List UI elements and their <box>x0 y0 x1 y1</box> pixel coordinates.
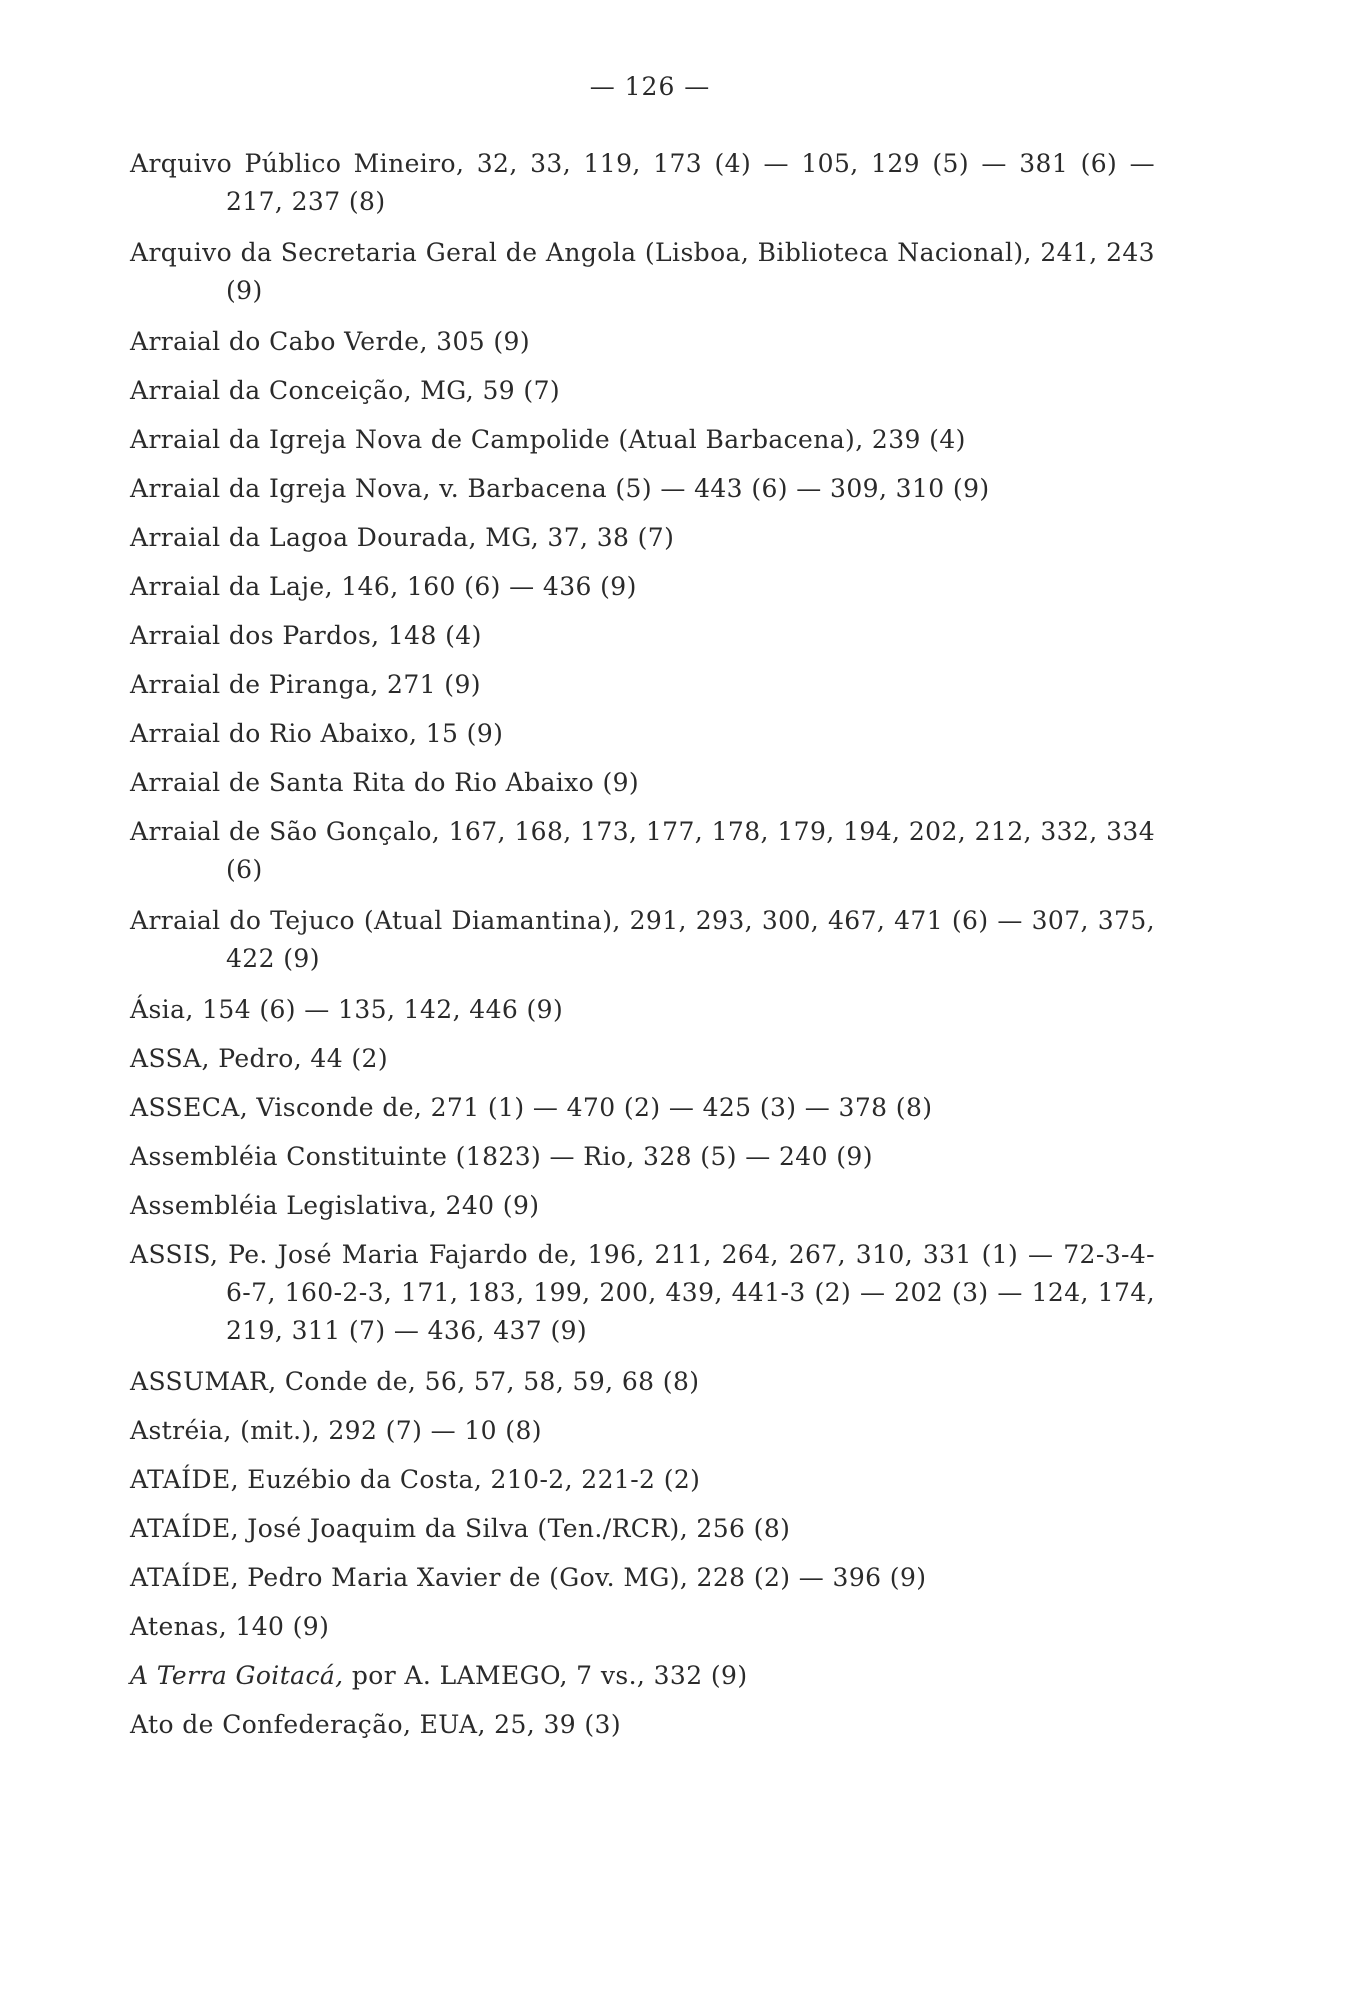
entry-text: Atenas, 140 (9) <box>130 1612 330 1641</box>
index-entry <box>130 764 1155 802</box>
index-entry <box>130 145 1155 221</box>
index-entry <box>130 1236 1155 1350</box>
entry-text: Arraial de São Gonçalo, 167, 168, 173, 177, 178, 179, 194, 202, 212, 332, 334 (6) <box>130 817 1155 884</box>
entry-text: Arraial da Igreja Nova, v. Barbacena (5) — 443 (6) — 309, 310 (9) <box>130 474 990 503</box>
index-list <box>130 145 1155 1755</box>
entry-text: Ásia, 154 (6) — 135, 142, 446 (9) <box>130 995 564 1024</box>
index-entry <box>130 519 1155 557</box>
entry-text: Astréia, (mit.), 292 (7) — 10 (8) <box>130 1416 542 1445</box>
index-entry <box>130 1412 1155 1450</box>
entry-text: Arraial da Laje, 146, 160 (6) — 436 (9) <box>130 572 637 601</box>
index-entry <box>130 323 1155 361</box>
index-entry <box>130 991 1155 1029</box>
entry-text: ASSA, Pedro, 44 (2) <box>130 1044 388 1073</box>
entry-text: Arraial do Cabo Verde, 305 (9) <box>130 327 531 356</box>
entry-text: Arraial de Piranga, 271 (9) <box>130 670 481 699</box>
entry-text: Arquivo Público Mineiro, 32, 33, 119, 173 (4) — 105, 129 (5) — 381 (6) — 217, 237 (8) <box>130 149 1155 216</box>
index-entry <box>130 470 1155 508</box>
entry-text: Arraial da Lagoa Dourada, MG, 37, 38 (7) <box>130 523 675 552</box>
entry-text: ATAÍDE, Pedro Maria Xavier de (Gov. MG), 228 (2) — 396 (9) <box>130 1563 927 1592</box>
index-entry <box>130 234 1155 310</box>
entry-text: Arraial dos Pardos, 148 (4) <box>130 621 482 650</box>
index-entry <box>130 813 1155 889</box>
index-entry <box>130 1608 1155 1646</box>
entry-text: ASSUMAR, Conde de, 56, 57, 58, 59, 68 (8) <box>130 1367 700 1396</box>
index-entry <box>130 1510 1155 1548</box>
entry-text: Assembléia Legislativa, 240 (9) <box>130 1191 540 1220</box>
index-entry <box>130 666 1155 704</box>
entry-text: Arraial da Igreja Nova de Campolide (Atual Barbacena), 239 (4) <box>130 425 966 454</box>
entry-text: ASSECA, Visconde de, 271 (1) — 470 (2) — 425 (3) — 378 (8) <box>130 1093 933 1122</box>
index-entry <box>130 902 1155 978</box>
index-entry <box>130 1363 1155 1401</box>
entry-text: Assembléia Constituinte (1823) — Rio, 328 (5) — 240 (9) <box>130 1142 873 1171</box>
entry-text: Arraial do Tejuco (Atual Diamantina), 291, 293, 300, 467, 471 (6) — 307, 375, 422 (9) <box>130 906 1155 973</box>
index-entry <box>130 1187 1155 1225</box>
entry-text: por A. LAMEGO, 7 vs., 332 (9) <box>351 1661 748 1690</box>
work-title: A Terra Goitacá, <box>130 1661 344 1690</box>
entry-text: ATAÍDE, Euzébio da Costa, 210-2, 221-2 (2) <box>130 1465 701 1494</box>
index-entry <box>130 1559 1155 1597</box>
entry-text: Arraial da Conceição, MG, 59 (7) <box>130 376 561 405</box>
index-entry <box>130 1138 1155 1176</box>
entry-text: Arquivo da Secretaria Geral de Angola (Lisboa, Biblioteca Nacional), 241, 243 (9) <box>130 238 1155 305</box>
index-entry <box>130 1040 1155 1078</box>
index-entry <box>130 617 1155 655</box>
index-entry <box>130 1089 1155 1127</box>
index-entry <box>130 568 1155 606</box>
entry-text: Arraial do Rio Abaixo, 15 (9) <box>130 719 504 748</box>
index-entry <box>130 421 1155 459</box>
index-entry <box>130 1657 1155 1695</box>
index-entry <box>130 1461 1155 1499</box>
index-entry <box>130 715 1155 753</box>
page-number: — 126 — <box>589 72 711 101</box>
entry-text: Ato de Confederação, EUA, 25, 39 (3) <box>130 1710 622 1739</box>
index-entry <box>130 1706 1155 1744</box>
entry-text: ATAÍDE, José Joaquim da Silva (Ten./RCR), 256 (8) <box>130 1514 791 1543</box>
entry-text: ASSIS, Pe. José Maria Fajardo de, 196, 211, 264, 267, 310, 331 (1) — 72-3-4-6-7, 160-2-3, 171, 183, 199, 200, 439, 441-3 (2) — 202 (3) — 124, 174, 219, 311 (7) — 436, 437 (9) <box>130 1240 1155 1345</box>
index-entry <box>130 372 1155 410</box>
entry-text: Arraial de Santa Rita do Rio Abaixo (9) <box>130 768 640 797</box>
